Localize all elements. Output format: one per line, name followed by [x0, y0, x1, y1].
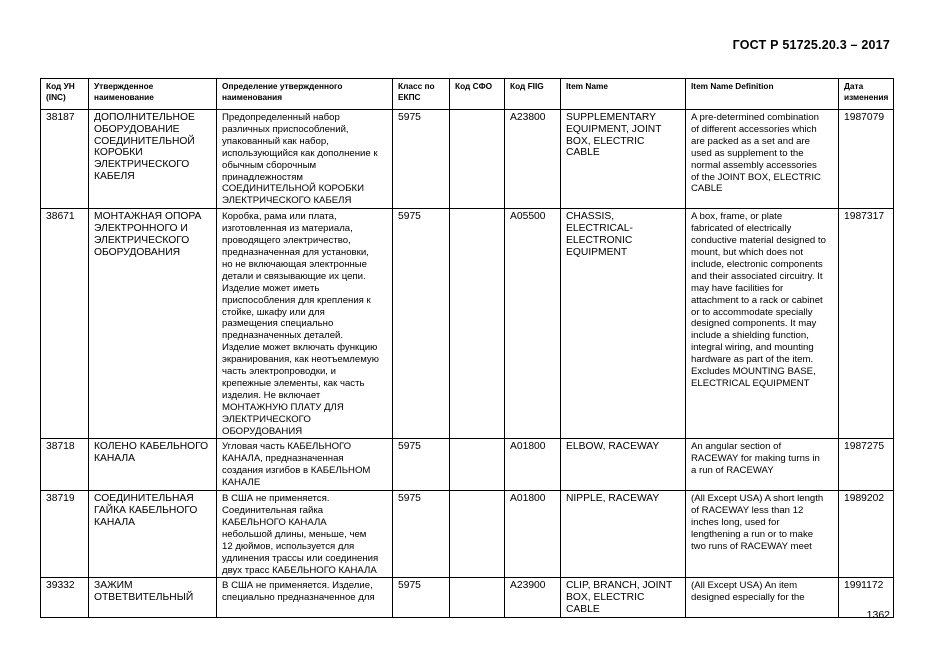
col-header-definition: Определение утвержденного наименования: [217, 79, 393, 110]
cell-fiig: A23800: [505, 110, 561, 209]
cell-definition: Предопределенный набор различных приспособлений, упакованный как набор, использующийся как дополнение к обычным сборочным принадлежностям СОЕДИНИТЕЛЬНОЙ КОРОБКИ ЭЛЕКТРИЧЕСКОГО КАБЕЛЯ: [217, 110, 393, 209]
cell-item-def: A pre-determined combination of different accessories which are packed as a set and are used as supplement to the normal assembly accessories of the JOINT BOX, ELECTRIC CABLE: [686, 110, 839, 209]
cell-sfo: [450, 110, 505, 209]
cell-item-def: (All Except USA) An item designed especially for the: [686, 578, 839, 617]
cell-definition: В США не применяется. Изделие, специально предназначенное для: [217, 578, 393, 617]
cell-date: 1989202: [839, 491, 894, 578]
cell-class: 5975: [393, 439, 450, 491]
cell-date: 1987079: [839, 110, 894, 209]
cell-date: 1991172: [839, 578, 894, 617]
cell-date: 1987275: [839, 439, 894, 491]
table-row: [41, 578, 894, 617]
cell-class: 5975: [393, 110, 450, 209]
cell-item-name: CLIP, BRANCH, JOINT BOX, ELECTRIC CABLE: [561, 578, 686, 617]
col-header-class: Класс по ЕКПС: [393, 79, 450, 110]
cell-sfo: [450, 209, 505, 439]
cell-approved-name: ЗАЖИМ ОТВЕТВИТЕЛЬНЫЙ: [89, 578, 217, 617]
cell-item-def: A box, frame, or plate fabricated of electrically conductive material designed to mount, but which does not include, electronic components and their associated circuitry. It may have facilities for attachment to a rack or cabinet or to accommodate specially designed components. It may include a shielding function, integral wiring, and mounting hardware as part of the item. Excludes MOUNTING BASE, ELECTRICAL EQUIPMENT: [686, 209, 839, 439]
table-row: [41, 439, 894, 491]
cell-item-name: CHASSIS, ELECTRICAL- ELECTRONIC EQUIPMENT: [561, 209, 686, 439]
cell-fiig: A23900: [505, 578, 561, 617]
cell-inc: 38719: [41, 491, 89, 578]
cell-sfo: [450, 491, 505, 578]
cell-definition: Коробка, рама или плата, изготовленная из материала, проводящего электричество, предназначенная для установки, но не включающая электронные детали и связывающие их цепи. Изделие может иметь приспособления для крепления к стойке, шкафу или для размещения специально предназначенных деталей. Изделие может включать функцию экранирования, как неотъемлемую часть электропроводки, и крепежные элементы, как часть изделия. Не включает МОНТАЖНУЮ ПЛАТУ ДЛЯ ЭЛЕКТРИЧЕСКОГО ОБОРУДОВАНИЯ: [217, 209, 393, 439]
table-row: [41, 110, 894, 209]
cell-fiig: A05500: [505, 209, 561, 439]
document-code: ГОСТ Р 51725.20.3 – 2017: [732, 38, 890, 52]
cell-date: 1987317: [839, 209, 894, 439]
cell-inc: 38671: [41, 209, 89, 439]
col-header-fiig: Код FIIG: [505, 79, 561, 110]
cell-approved-name: МОНТАЖНАЯ ОПОРА ЭЛЕКТРОННОГО И ЭЛЕКТРИЧЕСКОГО ОБОРУДОВАНИЯ: [89, 209, 217, 439]
col-header-item-def: Item Name Definition: [686, 79, 839, 110]
cell-class: 5975: [393, 209, 450, 439]
cell-approved-name: КОЛЕНО КАБЕЛЬНОГО КАНАЛА: [89, 439, 217, 491]
cell-inc: 39332: [41, 578, 89, 617]
cell-fiig: A01800: [505, 491, 561, 578]
col-header-item-name: Item Name: [561, 79, 686, 110]
cell-class: 5975: [393, 578, 450, 617]
cell-item-name: ELBOW, RACEWAY: [561, 439, 686, 491]
cell-sfo: [450, 439, 505, 491]
cell-item-def: (All Except USA) A short length of RACEWAY less than 12 inches long, used for lengthening a run or to make two runs of RACEWAY meet: [686, 491, 839, 578]
page-number: 1362: [866, 609, 890, 621]
cell-fiig: A01800: [505, 439, 561, 491]
cell-approved-name: ДОПОЛНИТЕЛЬНОЕ ОБОРУДОВАНИЕ СОЕДИНИТЕЛЬНОЙ КОРОБКИ ЭЛЕКТРИЧЕСКОГО КАБЕЛЯ: [89, 110, 217, 209]
cell-class: 5975: [393, 491, 450, 578]
table-row: [41, 491, 894, 578]
col-header-sfo: Код СФО: [450, 79, 505, 110]
nomenclature-table: [40, 78, 894, 618]
cell-inc: 38718: [41, 439, 89, 491]
cell-inc: 38187: [41, 110, 89, 209]
col-header-inc: Код УН (INC): [41, 79, 89, 110]
table-header-row: [41, 79, 894, 110]
col-header-date: Дата изменения: [839, 79, 894, 110]
cell-item-def: An angular section of RACEWAY for making turns in a run of RACEWAY: [686, 439, 839, 491]
table-row: [41, 209, 894, 439]
cell-definition: Угловая часть КАБЕЛЬНОГО КАНАЛА, предназначенная создания изгибов в КАБЕЛЬНОМ КАНАЛЕ: [217, 439, 393, 491]
cell-approved-name: СОЕДИНИТЕЛЬНАЯ ГАЙКА КАБЕЛЬНОГО КАНАЛА: [89, 491, 217, 578]
cell-item-name: NIPPLE, RACEWAY: [561, 491, 686, 578]
col-header-approved-name: Утвержденное наименование: [89, 79, 217, 110]
cell-sfo: [450, 578, 505, 617]
cell-item-name: SUPPLEMENTARY EQUIPMENT, JOINT BOX, ELECTRIC CABLE: [561, 110, 686, 209]
cell-definition: В США не применяется. Соединительная гайка КАБЕЛЬНОГО КАНАЛА небольшой длины, меньше, чем 12 дюймов, используется для удлинения трассы или соединения двух трасс КАБЕЛЬНОГО КАНАЛА: [217, 491, 393, 578]
